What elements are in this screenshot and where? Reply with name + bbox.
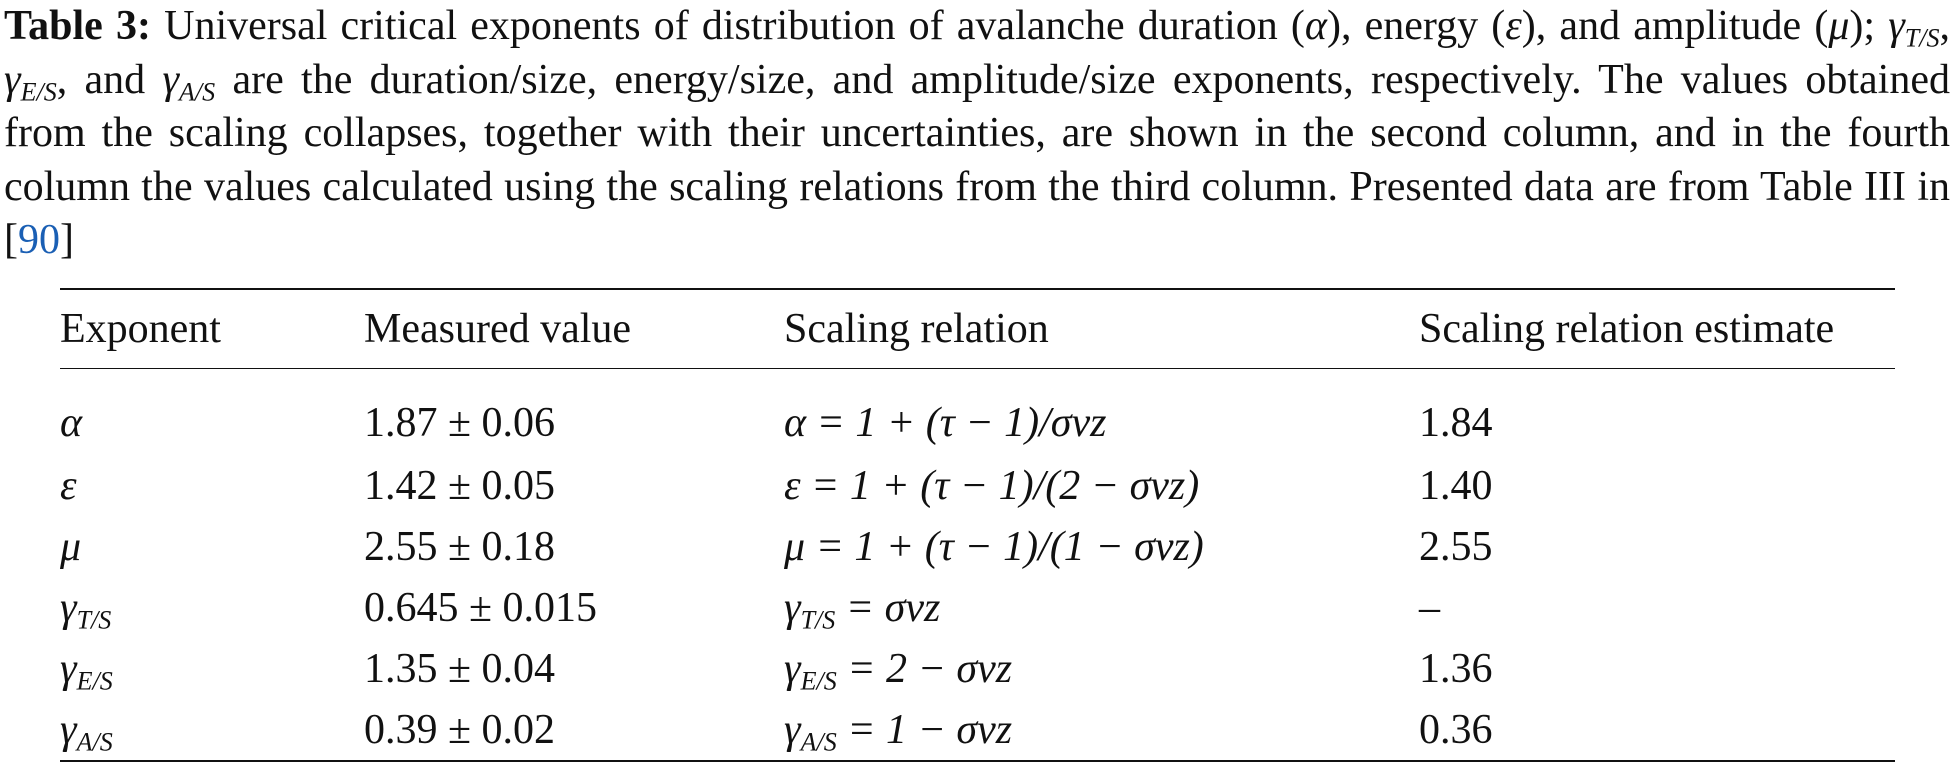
exponents-table — [60, 288, 1895, 762]
relation-cell: $\gamma_{A/S} = 1 - \sigma\nu z$ — [784, 706, 1013, 756]
measured-cell: 1.87 ± 0.06 — [364, 400, 556, 446]
relation-cell: ε = 1 + (τ − 1)/(2 − σνz) — [784, 462, 1200, 509]
exponent-cell: $\gamma_{T/S}$ — [60, 584, 112, 634]
table-row — [60, 638, 1895, 699]
estimate-cell: 1.36 — [1419, 645, 1493, 692]
exponent-cell: $\gamma_{E/S}$ — [60, 645, 113, 695]
relation-cell: $\gamma_{E/S} = 2 - \sigma\nu z$ — [784, 645, 1013, 695]
table-row — [60, 699, 1895, 761]
measured-cell: 0.645 ± 0.015 — [364, 584, 598, 631]
estimate-cell: – — [1419, 584, 1440, 631]
symbol-mu: μ — [1828, 3, 1850, 49]
header-scaling-relation: Scaling relation — [784, 306, 1049, 352]
measured-cell: 2.55 ± 0.18 — [364, 523, 556, 570]
symbol-gamma-ts: $\gamma_{T/S}$ — [1888, 3, 1940, 53]
estimate-cell: 2.55 — [1419, 523, 1493, 570]
header-exponent: Exponent — [60, 306, 221, 352]
exponent-cell: μ — [60, 523, 82, 570]
relation-cell: μ = 1 + (τ − 1)/(1 − σνz) — [784, 523, 1204, 570]
measured-cell: 1.42 ± 0.05 — [364, 462, 556, 509]
table-row — [60, 369, 1895, 456]
exponent-cell: ε — [60, 462, 77, 509]
measured-cell: 0.39 ± 0.02 — [364, 706, 556, 753]
estimate-cell: 1.84 — [1419, 400, 1493, 446]
measured-cell: 1.35 ± 0.04 — [364, 645, 556, 692]
exponent-cell: α — [60, 400, 83, 446]
estimate-cell: 1.40 — [1419, 462, 1493, 509]
symbol-gamma-as: $\gamma_{A/S}$ — [162, 56, 216, 106]
symbol-epsilon: ε — [1505, 3, 1522, 49]
relation-cell: $\gamma_{T/S} = \sigma\nu z$ — [784, 584, 941, 634]
reference-link[interactable]: 90 — [18, 217, 60, 263]
caption-label: Table 3: — [4, 3, 151, 49]
header-measured-value: Measured value — [364, 306, 632, 352]
table-caption: Table 3: Universal critical exponents of distribution of avalanche duration (α), energy (ε), and amplitude (μ); $\gamma_{T/S}$, $\gamma_{E/S}$, and $\gamma_{A/S}$ are the duration/size, energy/size, and amplitude/size exponents, respectively. The values obtained from the scaling collapses, together with their uncertainties, are shown in the second column, and in the fourth column the values calculated using the scaling relations from the third column. Presented data are from Table III in [90] — [4, 3, 1951, 263]
symbol-alpha: α — [1304, 3, 1327, 49]
header-scaling-estimate: Scaling relation estimate — [1419, 306, 1835, 352]
relation-cell: α = 1 + (τ − 1)/σνz — [784, 400, 1107, 446]
table-row — [60, 455, 1895, 516]
exponent-cell: $\gamma_{A/S}$ — [60, 706, 113, 756]
table-row — [60, 577, 1895, 638]
estimate-cell: 0.36 — [1419, 706, 1493, 753]
table-row — [60, 516, 1895, 577]
symbol-gamma-es: $\gamma_{E/S}$ — [4, 56, 57, 106]
table-header-row — [60, 289, 1895, 369]
